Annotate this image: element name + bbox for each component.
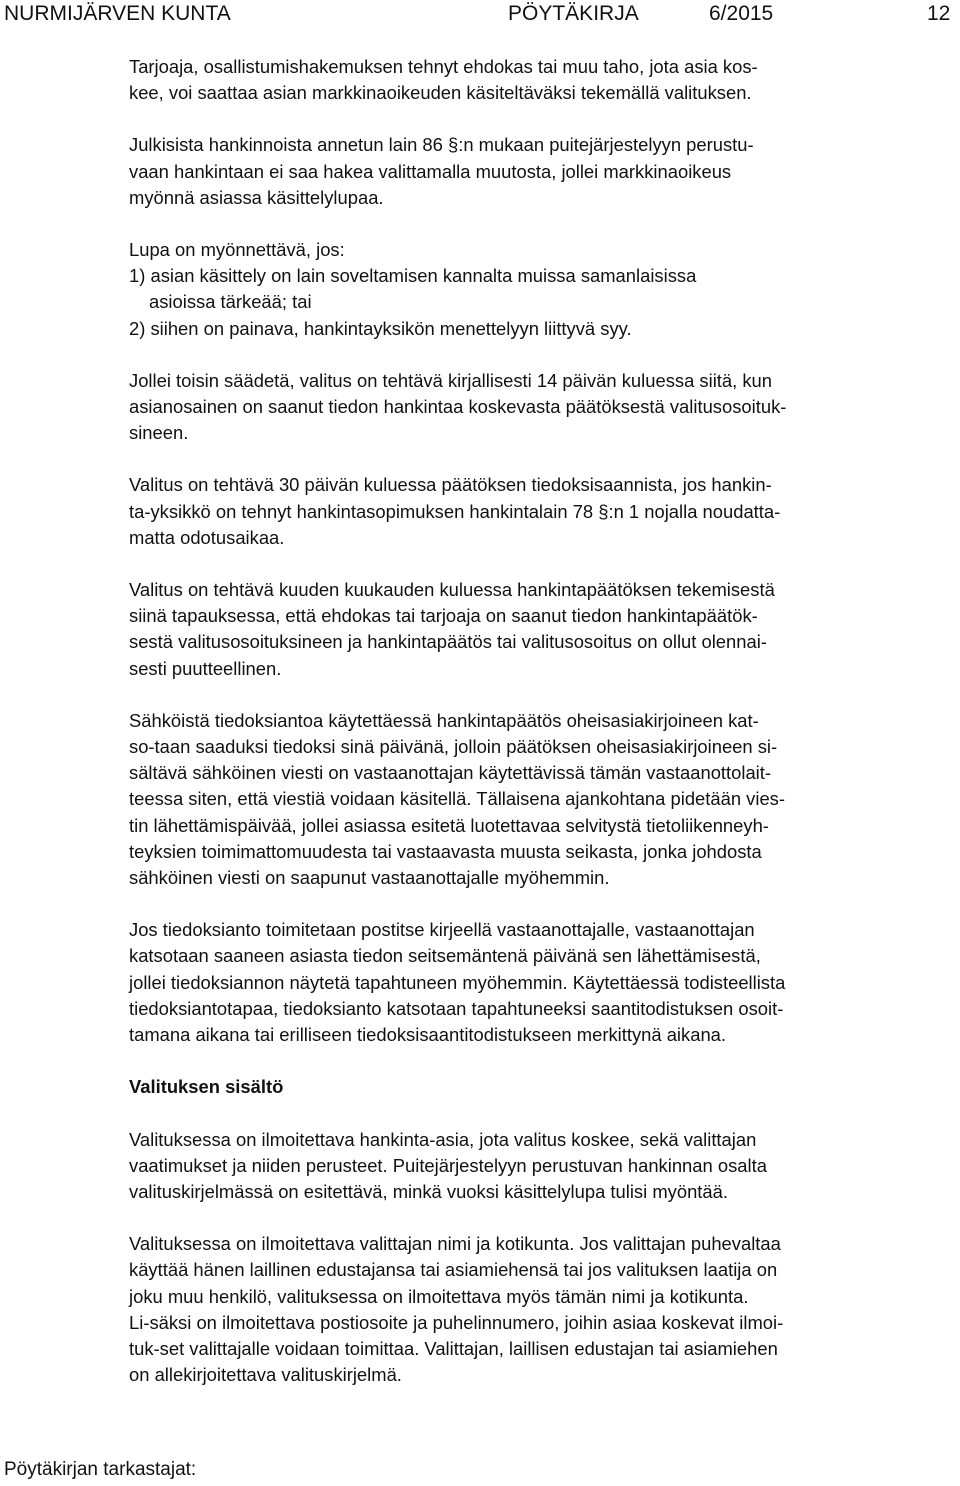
page-number: 12 [927, 2, 951, 25]
paragraph-appellant-details [129, 1231, 951, 1388]
text-line: käyttää hänen laillinen edustajansa tai asiamiehensä tai jos valituksen laatija on [129, 1259, 778, 1281]
paragraph-30-day-deadline [129, 472, 951, 551]
text-line: sesti puutteellinen. [129, 657, 282, 679]
text-line: tiedoksiantotapaa, tiedoksianto katsotaan tapahtuneeksi saantitodistuksen osoit- [129, 997, 784, 1019]
paragraph-14-day-deadline [129, 368, 951, 447]
text-line: Valitus on tehtävä 30 päivän kuluessa päätöksen tiedoksisaannista, jos hankin- [129, 474, 772, 496]
text-line: katsotaan saaneen asiasta tiedon seitsemäntenä päivänä sen lähettämisestä, [129, 945, 761, 967]
text-line: Tarjoaja, osallistumishakemuksen tehnyt ehdokas tai muu taho, jota asia kos- [129, 56, 758, 77]
document-body [129, 54, 951, 1414]
text-line: Sähköistä tiedoksiantoa käytettäessä hankintapäätös oheisasiakirjoineen kat- [129, 709, 759, 731]
municipality-name: NURMIJÄRVEN KUNTA [4, 2, 231, 25]
text-line: 1) asian käsittely on lain soveltamisen kannalta muissa samanlaisissa [129, 265, 697, 287]
minutes-reviewers-label: Pöytäkirjan tarkastajat: [4, 1459, 197, 1480]
text-line: on allekirjoitettava valituskirjelmä. [129, 1364, 402, 1386]
text-line: jollei tiedoksiannon näytetä tapahtuneen myöhemmin. Käytettäessä todisteellista [129, 971, 786, 993]
list-item [129, 316, 951, 342]
text-line: Valitus on tehtävä kuuden kuukauden kuluessa hankintapäätöksen tekemisestä [129, 579, 775, 601]
text-line: vaatimukset ja niiden perusteet. Puitejärjestelyyn perustuvan hankinnan osalta [129, 1154, 767, 1176]
text-line: tin lähettämispäivää, jollei asiassa esitetä luotettavaa selvitystä tietoliikenneyh- [129, 814, 769, 836]
paragraph-leave-conditions [129, 237, 951, 342]
text-line: matta odotusaikaa. [129, 526, 285, 548]
paragraph-postal-notice [129, 917, 951, 1048]
text-line: sestä valitusosoituksineen ja hankintapäätös tai valitusosoitus on ollut olennai- [129, 631, 767, 653]
text-line: siinä tapauksessa, että ehdokas tai tarjoaja on saanut tiedon hankintapäätök- [129, 605, 758, 627]
text-line: 2) siihen on painava, hankintayksikön menettelyyn liittyvä syy. [129, 317, 632, 339]
text-line: teessa siten, että viestiä voidaan käsitellä. Tällaisena ajankohtana pidetään vies- [129, 788, 786, 810]
paragraph-six-month-deadline [129, 577, 951, 682]
text-line: sineen. [129, 422, 189, 444]
list-intro: Lupa on myönnettävä, jos: [129, 239, 345, 261]
text-line: Valituksessa on ilmoitettava hankinta-asia, jota valitus koskee, sekä valittajan [129, 1128, 757, 1150]
paragraph-electronic-notice [129, 708, 951, 891]
text-line: tamana aikana tai erilliseen tiedoksisaantitodistukseen merkittynä aikana. [129, 1024, 727, 1046]
document-number: 6/2015 [709, 2, 774, 25]
text-line: joku muu henkilö, valituksessa on ilmoitettava myös tämän nimi ja kotikunta. [129, 1285, 749, 1307]
paragraph-framework-agreement [129, 132, 951, 211]
text-line: sähköinen viesti on saapunut vastaanottajalle myöhemmin. [129, 867, 610, 889]
document-type: PÖYTÄKIRJA [508, 2, 639, 25]
text-line: valituskirjelmässä on esitettävä, minkä vuoksi käsittelylupa tulisi myöntää. [129, 1180, 728, 1202]
text-line: asianosainen on saanut tiedon hankintaa koskevasta päätöksestä valitusosoituk- [129, 396, 787, 418]
page-header [0, 0, 960, 30]
text-line: Valituksessa on ilmoitettava valittajan nimi ja kotikunta. Jos valittajan puhevaltaa [129, 1233, 781, 1255]
paragraph-appeal-content [129, 1127, 951, 1206]
text-line: ta-yksikkö on tehnyt hankintasopimuksen hankintalain 78 §:n 1 nojalla noudatta- [129, 500, 781, 522]
text-line: vaan hankintaan ei saa hakea valittamalla muutosta, jollei markkinaoikeus [129, 160, 732, 182]
text-line: tuk-set valittajalle voidaan toimittaa. Valittajan, laillisen edustajan tai asiamiehen [129, 1337, 778, 1359]
text-line: myönnä asiassa käsittelylupaa. [129, 186, 384, 208]
section-heading: Valituksen sisältö [129, 1076, 284, 1098]
text-line: kee, voi saattaa asian markkinaoikeuden käsiteltäväksi tekemällä valituksen. [129, 82, 752, 104]
text-line: asioissa tärkeää; tai [149, 291, 312, 313]
text-line: so-taan saaduksi tiedoksi sinä päivänä, jolloin päätöksen oheisasiakirjoineen si- [129, 736, 778, 758]
list-item [129, 263, 951, 315]
text-line: Julkisista hankinnoista annetun lain 86 §:n mukaan puitejärjestelyyn perustu- [129, 134, 754, 156]
text-line: Li-säksi on ilmoitettava postiosoite ja puhelinnumero, joihin asiaa koskevat ilmoi- [129, 1311, 784, 1333]
text-line: sältävä sähköinen viesti on vastaanottajan käytettävissä tämän vastaanottolait- [129, 762, 772, 784]
text-line: teyksien toimimattomuudesta tai vastaavasta muusta seikasta, jonka johdosta [129, 840, 762, 862]
text-line: Jos tiedoksianto toimitetaan postitse kirjeellä vastaanottajalle, vastaanottajan [129, 919, 755, 941]
paragraph-appeal-right [129, 54, 951, 106]
text-line: Jollei toisin säädetä, valitus on tehtävä kirjallisesti 14 päivän kuluessa siitä, kun [129, 369, 772, 391]
